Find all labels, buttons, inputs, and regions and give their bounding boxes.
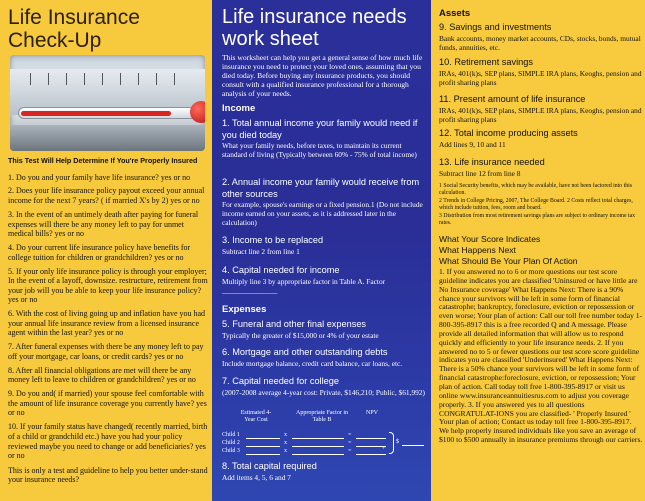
item-1-heading: 1. Total annual income your family would need if you died today	[222, 118, 418, 140]
assets-panel	[431, 0, 645, 501]
item-11-desc: IRAs, 401(k)s, SEP plans, SIMPLE IRA plans, Keoghs, pension and profit sharing plans	[439, 106, 642, 124]
item-5-heading: 5. Funeral and other final expenses	[222, 319, 367, 329]
checkup-title: Life Insurance Check-Up	[8, 6, 140, 52]
left-panel	[0, 0, 212, 501]
worksheet-title: Life insurance needs work sheet	[222, 6, 407, 50]
expenses-section-heading: Expenses	[222, 304, 267, 315]
checkup-subhead: This Test Will Help Determine If You're Properly Insured	[8, 156, 198, 165]
item-2-desc: For example, spouse's earnings or a fixed pension.1 (Do not include income earned on your assets, as it is addressed later in the calculation)	[222, 200, 423, 227]
item-11-heading: 11. Present amount of life insurance	[439, 94, 586, 104]
item-2-heading: 2. Annual income your family would receive from other sources	[222, 177, 420, 199]
item-6-heading: 6. Mortgage and other outstanding debts	[222, 347, 388, 357]
col-npv-header: NPV	[365, 410, 378, 416]
footnote-3: 3 Distribution from most retirement savings plans are subject to ordinary income tax rates.	[439, 213, 636, 226]
item-4-heading: 4. Capital needed for income	[222, 265, 340, 275]
question-9: 9. Do you and( if married) your spouse feel comfortable with the amount of life insurance coverage you currently have? yes or no	[8, 389, 207, 418]
question-6: 6. With the cost of living going up and inflation have you had your annual life insurance review from a licensed insurance agent within the last year? yes or no	[8, 309, 206, 338]
college-row-3: Child 3 x = +	[222, 446, 386, 454]
checkup-closing: This is only a test and guideline to help you better under-stand your insurance needs?	[8, 465, 208, 485]
question-3: 3. In the event of an untimely death after paying for funeral expenses will there be any money left to pay for unmet medical bills? yes or no	[8, 209, 199, 239]
item-7-desc: (2007-2008 average 4-year cost: Private, $146,210; Public, $61,992)	[222, 388, 425, 397]
assets-section-heading: Assets	[439, 8, 471, 19]
college-total-brace	[389, 432, 394, 454]
item-10-heading: 10. Retirement savings	[439, 57, 533, 67]
score-heading-3: What Should Be Your Plan Of Action	[439, 256, 578, 266]
item-4-desc: Multiply line 3 by appropriate factor in Table A. Factor _______________	[222, 277, 386, 295]
item-13-heading: 13. Life insurance needed	[439, 157, 545, 167]
item-5-desc: Typically the greater of $15,000 or 4% of your estate	[222, 331, 379, 340]
item-6-desc: Include mortgage balance, credit card balance, car loans, etc.	[222, 359, 403, 368]
footnote-1: 1 Social Security benefits, which may be available, have not been factored into this calculation.	[439, 183, 633, 196]
item-3-desc: Subtract line 2 from line 1	[222, 247, 300, 256]
score-heading-2: What Happens Next	[439, 245, 516, 255]
item-8-heading: 8. Total capital required	[222, 461, 317, 471]
item-13-desc: Subtract line 12 from line 8	[439, 169, 521, 178]
score-heading-1: What Your Score Indicates	[439, 234, 541, 244]
item-9-heading: 9. Savings and investments	[439, 22, 552, 32]
question-2: 2. Does your life insurance policy payout exceed your annual income for the next 7 years? ( if married X's by 2) yes or no	[8, 186, 205, 206]
question-8: 8. After all financial obligations are met will there be any money left to leave to children or grandchildren? yes or no	[8, 365, 196, 385]
item-1-desc: What your family needs, before taxes, to maintain its current standard of living (Typically between 60% - 75% of total income)	[222, 141, 417, 159]
question-5: 5. If your only life insurance policy is through your employer; In the event of a layoff, downsize. restructure, retirement from your job will you be able to keep your life insurance policy? yes or no	[8, 266, 208, 305]
col-cost-header: Estimated 4-Year Cost	[240, 410, 272, 423]
item-10-desc: IRAs, 401(k)s, SEP plans, SIMPLE IRA plans, Keoghs, pension and profit sharing plans	[439, 69, 642, 87]
college-row-1: Child 1 x =	[222, 432, 427, 440]
item-8-desc: Add items 4, 5, 6 and 7	[222, 473, 291, 482]
score-body: 1. If you answered no to 6 or more questions our test score guideline indicates you are classified 'Uninsured or have little are No Insurance coverage' What Happens Next: There is a 90% chance your survivors will be left in some form of financial catastrophe; bankruptcy, foreclosure, eviction or repossession or even worse; Your plan of action: Call our toll free number today 1-800-395-8917 this is a free recorded Q and A message. Please provide all detailed information that will allow us to respond quickly and efficiently to your life insurance needs. 2. If you answered no to 5 or fewer questions our test score score guideline indicates you are classified 'Underinsured' What Happens Next: There is a 50% chance your survivors will be left in some form of financial catastrophe:foreclosure, eviction, or repossession; Your plan of action. Call today toll free 1-800-395-8917 or visit us online www.insuranceannuitiesrus.com to adjust you coverage properly. 3. If you answered yes to all questions CONGRATULAT-IONS you are classified- ' Properly Insured ' Your plan of action; Contact us today toll free 1-800-395-8917. We help properly insured individuals like you save an average of $100 to $500 annually in insurance premiums through our carriers.	[439, 267, 643, 445]
college-table	[222, 410, 427, 458]
item-12-heading: 12. Total income producing assets	[439, 128, 578, 138]
item-7-heading: 7. Capital needed for college	[222, 376, 339, 386]
college-total-dollar: $	[396, 439, 399, 445]
question-1: 1. Do you and your family have life insurance? yes or no	[8, 172, 191, 182]
item-9-desc: Bank accounts, money market accounts, CDs, stocks, bonds, mutual funds, annuities, etc.	[439, 34, 641, 52]
item-3-heading: 3. Income to be replaced	[222, 235, 324, 245]
college-row-2: Child 2 x =	[222, 440, 427, 448]
item-12-desc: Add lines 9, 10 and 11	[439, 140, 506, 149]
footnote-2: 2 Trends in College Pricing, 2007, The College Board. 2 Costs reflect total charges, which include tuition, fees, room and board.	[439, 198, 633, 211]
checkup-questions	[8, 156, 208, 485]
col-factor-header: Appropriate Factor in Table B	[296, 410, 348, 423]
worksheet-intro: This worksheet can help you get a general sense of how much life insurance you need to protect your loved ones, assuming that you died today. Before buying any insurance products, you should consult with a qualified insurance professional for a thorough analysis of your needs.	[222, 53, 423, 98]
income-section-heading: Income	[222, 103, 256, 114]
question-4: 4. Do your current life insurance policy have benefits for college tuition for children or grandchildren? yes or no	[8, 243, 191, 262]
question-10: 10. If your family status have changed( recently married, birth of a child or grandchild etc.) have you had your policy reviewed maybe you need to change or add beneficiaries? yes or no	[8, 422, 208, 461]
question-7: 7. After funeral expenses with there be any money left to pay off your mortgage, car loans, or credit cards? yes or no	[8, 342, 204, 361]
worksheet-panel	[212, 0, 431, 501]
thermometer-image	[10, 55, 205, 151]
